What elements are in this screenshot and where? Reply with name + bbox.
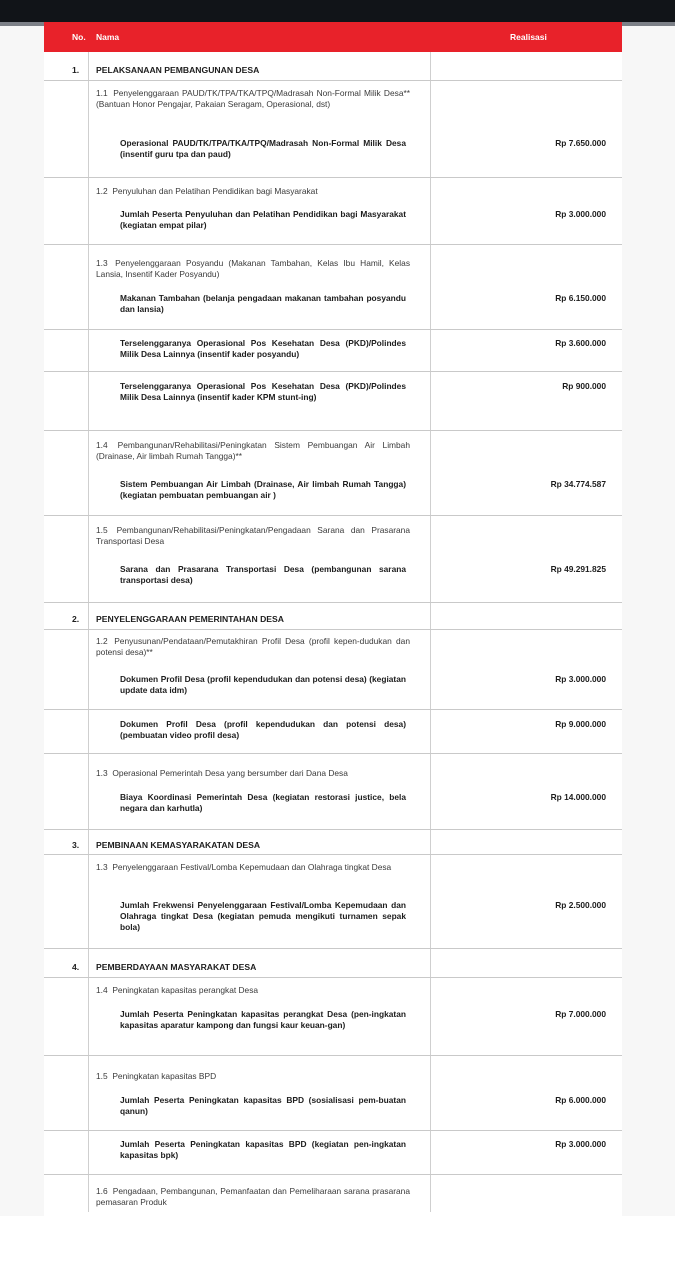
output-item: Dokumen Profil Desa (profil kependudukan dan potensi desa) (pembuatan video profil desa) bbox=[120, 719, 406, 740]
sub-code: 1.5 bbox=[96, 525, 108, 535]
sub-text: Penyuluhan dan Pelatihan Pendidikan bagi Masyarakat bbox=[112, 186, 318, 196]
realization-value: Rp 6.000.000 bbox=[555, 1095, 606, 1105]
header-nama: Nama bbox=[96, 32, 120, 42]
sub-code: 1.6 bbox=[96, 1186, 108, 1196]
output-item: Jumlah Peserta Penyuluhan dan Pelatihan Pendidikan bagi Masyarakat (kegiatan empat pilar) bbox=[120, 209, 406, 230]
realization-value: Rp 3.000.000 bbox=[555, 674, 606, 684]
sub-activity bbox=[96, 88, 410, 110]
sub-text: Operasional Pemerintah Desa yang bersumber dari Dana Desa bbox=[112, 768, 348, 778]
sub-code: 1.4 bbox=[96, 440, 108, 450]
row-divider bbox=[44, 629, 622, 630]
right-margin bbox=[622, 26, 675, 1216]
row-divider bbox=[44, 854, 622, 855]
row-divider bbox=[44, 829, 622, 830]
realization-value: Rp 34.774.587 bbox=[550, 479, 606, 489]
realization-value: Rp 9.000.000 bbox=[555, 719, 606, 729]
sub-text: Penyelenggaraan Posyandu (Makanan Tambahan, Kelas Ibu Hamil, Kelas Lansia, Insentif Kader Posyandu) bbox=[96, 258, 411, 279]
row-divider bbox=[44, 1055, 622, 1056]
output-item: Operasional PAUD/TK/TPA/TKA/TPQ/Madrasah Non-Formal Milik Desa (insentif guru tpa dan paud) bbox=[120, 138, 406, 159]
sub-activity bbox=[96, 1071, 410, 1082]
sub-text: Peningkatan kapasitas BPD bbox=[112, 1071, 217, 1081]
sub-text: Penyelenggaraan PAUD/TK/TPA/TKA/TPQ/Madrasah Non-Formal Milik Desa** (Bantuan Honor Pengajar, Pakaian Seragam, Operasional, dst) bbox=[96, 88, 410, 109]
sub-text: Pembangunan/Rehabilitasi/Peningkatan Sistem Pembuangan Air Limbah (Drainase, Air limbah Rumah Tangga)** bbox=[96, 440, 410, 461]
output-item: Terselenggaranya Operasional Pos Kesehatan Desa (PKD)/Polindes Milik Desa Lainnya (insentif kader posyandu) bbox=[120, 338, 406, 359]
sub-activity bbox=[96, 985, 410, 996]
sub-text: Pembangunan/Rehabilitasi/Peningkatan/Pengadaan Sarana dan Prasarana Transportasi Desa bbox=[96, 525, 411, 546]
sub-activity bbox=[96, 862, 410, 873]
realization-value: Rp 6.150.000 bbox=[555, 293, 606, 303]
realization-value: Rp 3.000.000 bbox=[555, 209, 606, 219]
sub-text: Penyusunan/Pendataan/Pemutakhiran Profil Desa (profil kepen-dudukan dan potensi desa)** bbox=[96, 636, 410, 657]
left-margin bbox=[0, 26, 44, 1216]
sub-code: 1.3 bbox=[96, 768, 108, 778]
row-divider bbox=[44, 1174, 622, 1175]
sub-code: 1.3 bbox=[96, 862, 108, 872]
section-number: 2. bbox=[72, 614, 80, 624]
row-divider bbox=[44, 602, 622, 603]
row-divider bbox=[44, 80, 622, 81]
output-item: Biaya Koordinasi Pemerintah Desa (kegiatan restorasi justice, bela negara dan karhutla) bbox=[120, 792, 406, 813]
row-divider bbox=[44, 948, 622, 949]
sub-activity bbox=[96, 768, 410, 779]
row-divider bbox=[44, 753, 622, 754]
output-item: Makanan Tambahan (belanja pengadaan makanan tambahan posyandu dan lansia) bbox=[120, 293, 406, 314]
status-bar bbox=[0, 0, 675, 22]
section-title: PEMBINAAN KEMASYARAKATAN DESA bbox=[96, 840, 261, 850]
realization-value: Rp 3.000.000 bbox=[555, 1139, 606, 1149]
output-item: Jumlah Peserta Peningkatan kapasitas BPD (sosialisasi pem-buatan qanun) bbox=[120, 1095, 406, 1116]
table-header bbox=[44, 22, 622, 52]
output-item: Jumlah Frekwensi Penyelenggaraan Festival/Lomba Kepemudaan dan Olahraga tingkat Desa (kegiatan pemuda mengikuti turnamen sepak bola) bbox=[120, 900, 406, 932]
sub-code: 1.1 bbox=[96, 88, 108, 98]
section-title: PENYELENGGARAAN PEMERINTAHAN DESA bbox=[96, 614, 284, 624]
sub-activity bbox=[96, 258, 410, 280]
sub-code: 1.3 bbox=[96, 258, 108, 268]
row-divider bbox=[44, 977, 622, 978]
column-divider bbox=[88, 52, 89, 1212]
output-item: Sistem Pembuangan Air Limbah (Drainase, Air limbah Rumah Tangga) (kegiatan pembuatan pembuangan air ) bbox=[120, 479, 406, 500]
header-realisasi: Realisasi bbox=[510, 32, 547, 42]
budget-realization-table bbox=[44, 22, 622, 1212]
row-divider bbox=[44, 371, 622, 372]
row-divider bbox=[44, 177, 622, 178]
sub-text: Peningkatan kapasitas perangkat Desa bbox=[112, 985, 259, 995]
output-item: Sarana dan Prasarana Transportasi Desa (pembangunan sarana transportasi desa) bbox=[120, 564, 406, 585]
row-divider bbox=[44, 515, 622, 516]
row-divider bbox=[44, 329, 622, 330]
row-divider bbox=[44, 430, 622, 431]
section-number: 3. bbox=[72, 840, 80, 850]
section-title: PEMBERDAYAAN MASYARAKAT DESA bbox=[96, 962, 257, 972]
output-item: Dokumen Profil Desa (profil kependudukan dan potensi desa) (kegiatan update data idm) bbox=[120, 674, 406, 695]
realization-value: Rp 49.291.825 bbox=[550, 564, 606, 574]
realization-value: Rp 3.600.000 bbox=[555, 338, 606, 348]
row-divider bbox=[44, 244, 622, 245]
output-item: Terselenggaranya Operasional Pos Kesehatan Desa (PKD)/Polindes Milik Desa Lainnya (insentif kader KPM stunt-ing) bbox=[120, 381, 406, 402]
sub-activity bbox=[96, 525, 410, 547]
sub-activity bbox=[96, 186, 410, 197]
section-title: PELAKSANAAN PEMBANGUNAN DESA bbox=[96, 65, 260, 75]
row-divider bbox=[44, 709, 622, 710]
section-number: 4. bbox=[72, 962, 80, 972]
sub-text: Pengadaan, Pembangunan, Pemanfaatan dan Pemeliharaan sarana prasarana pemasaran Produk bbox=[96, 1186, 410, 1207]
sub-activity bbox=[96, 636, 410, 658]
sub-activity bbox=[96, 440, 410, 462]
header-no: No. bbox=[72, 32, 86, 42]
realization-value: Rp 7.000.000 bbox=[555, 1009, 606, 1019]
sub-code: 1.2 bbox=[96, 186, 108, 196]
output-item: Jumlah Peserta Peningkatan kapasitas perangkat Desa (pen-ingkatan kapasitas aparatur kampong dan fungsi kaur keuan-gan) bbox=[120, 1009, 406, 1030]
sub-text: Penyelenggaraan Festival/Lomba Kepemudaan dan Olahraga tingkat Desa bbox=[112, 862, 392, 872]
row-divider bbox=[44, 1130, 622, 1131]
sub-code: 1.2 bbox=[96, 636, 108, 646]
realization-value: Rp 14.000.000 bbox=[550, 792, 606, 802]
sub-activity bbox=[96, 1186, 410, 1208]
realization-value: Rp 2.500.000 bbox=[555, 900, 606, 910]
output-item: Jumlah Peserta Peningkatan kapasitas BPD (kegiatan pen-ingkatan kapasitas bpk) bbox=[120, 1139, 406, 1160]
sub-code: 1.4 bbox=[96, 985, 108, 995]
realization-value: Rp 900.000 bbox=[562, 381, 606, 391]
section-number: 1. bbox=[72, 65, 80, 75]
sub-code: 1.5 bbox=[96, 1071, 108, 1081]
realization-value: Rp 7.650.000 bbox=[555, 138, 606, 148]
column-divider bbox=[430, 52, 431, 1212]
